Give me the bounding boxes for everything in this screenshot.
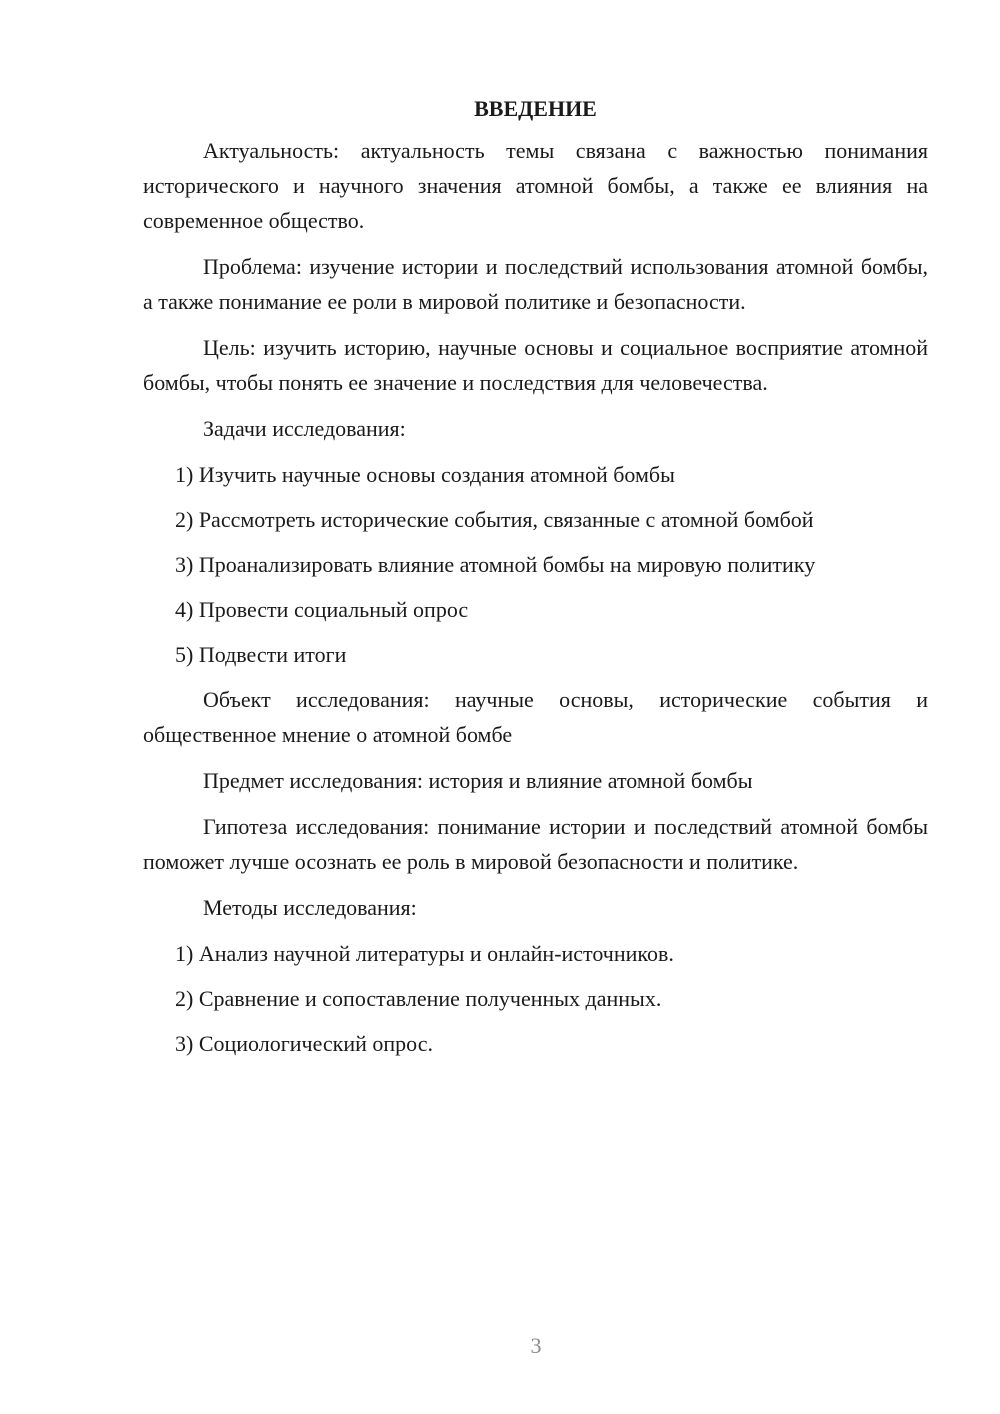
task-item: 1) Изучить научные основы создания атомной бомбы	[175, 462, 675, 487]
relevance-paragraph: Актуальность: актуальность темы связана с важностью понимания исторического и научного значения атомной бомбы, а также ее влияния на современное общество.	[143, 138, 928, 233]
page-number: 3	[530, 1333, 542, 1358]
object-paragraph: Объект исследования: научные основы, исторические события и общественное мнение о атомной бомбе	[143, 687, 928, 747]
task-item: 5) Подвести итоги	[175, 642, 347, 667]
method-item: 1) Анализ научной литературы и онлайн-источников.	[175, 941, 674, 966]
method-item: 2) Сравнение и сопоставление полученных данных.	[175, 986, 662, 1011]
hypothesis-paragraph: Гипотеза исследования: понимание истории и последствий атомной бомбы поможет лучше осознать ее роль в мировой безопасности и политике.	[143, 814, 928, 874]
methods-heading: Методы исследования:	[203, 895, 417, 920]
goal-paragraph: Цель: изучить историю, научные основы и социальное восприятие атомной бомбы, чтобы понять ее значение и последствия для человечества.	[143, 335, 928, 395]
tasks-list	[143, 457, 928, 672]
problem-paragraph: Проблема: изучение истории и последствий использования атомной бомбы, а также понимание ее роли в мировой политике и безопасности.	[143, 254, 928, 314]
method-item: 3) Социологический опрос.	[175, 1031, 433, 1056]
task-item: 3) Проанализировать влияние атомной бомбы на мировую политику	[175, 552, 816, 577]
tasks-heading: Задачи исследования:	[203, 416, 406, 441]
methods-list	[143, 936, 928, 1061]
section-title: ВВЕДЕНИЕ	[474, 96, 597, 121]
subject-paragraph: Предмет исследования: история и влияние атомной бомбы	[203, 768, 753, 793]
task-item: 4) Провести социальный опрос	[175, 597, 469, 622]
task-item: 2) Рассмотреть исторические события, связанные с атомной бомбой	[175, 507, 814, 532]
document-body	[143, 91, 928, 1071]
